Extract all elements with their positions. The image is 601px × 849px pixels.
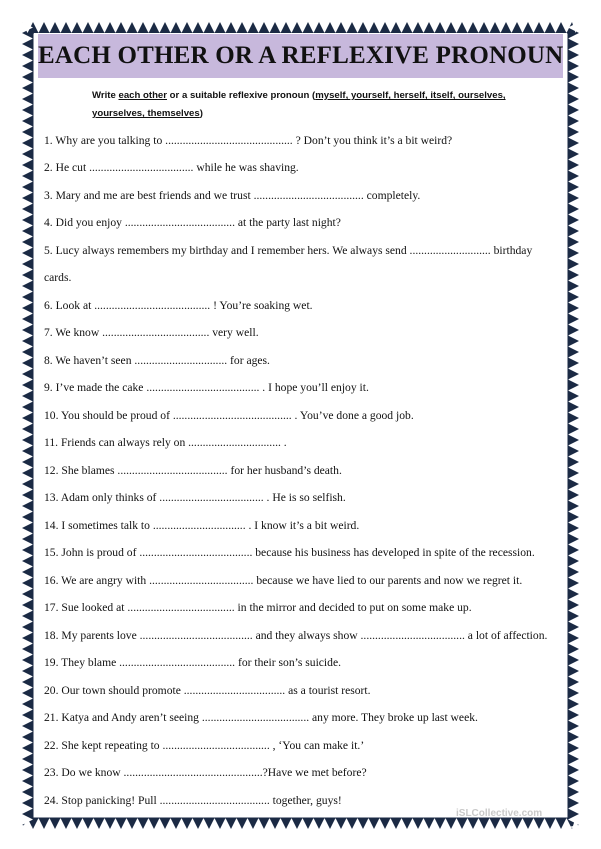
question-10: 10. You should be proud of ......................................... . You’ve done a good job. bbox=[44, 409, 414, 422]
question-8: 8. We haven’t seen ................................ for ages. bbox=[44, 354, 270, 367]
question-5-cont: cards. bbox=[44, 271, 72, 284]
watermark: iSLCollective.com bbox=[456, 808, 543, 819]
instructions bbox=[92, 87, 542, 123]
instruction-middle: or a suitable reflexive pronoun ( bbox=[167, 90, 316, 101]
question-18: 18. My parents love ....................................... and they always show .................................... a lot of affection. bbox=[44, 629, 548, 642]
question-14: 14. I sometimes talk to ................................ . I know it’s a bit weird. bbox=[44, 519, 360, 532]
question-11: 11. Friends can always rely on ................................ . bbox=[44, 436, 287, 449]
question-23: 23. Do we know ................................................?Have we met before? bbox=[44, 766, 367, 779]
question-20: 20. Our town should promote ................................... as a tourist resort. bbox=[44, 684, 371, 697]
question-24: 24. Stop panicking! Pull ...................................... together, guys! bbox=[44, 794, 342, 807]
question-13: 13. Adam only thinks of .................................... . He is so selfish. bbox=[44, 491, 346, 504]
instruction-pronouns-2: yourselves, themselves bbox=[92, 108, 200, 119]
instruction-suffix: ) bbox=[199, 108, 203, 119]
question-12: 12. She blames ...................................... for her husband’s death. bbox=[44, 464, 342, 477]
question-16: 16. We are angry with .................................... because we have lied to our parents and now we regret it. bbox=[44, 574, 523, 587]
question-19: 19. They blame ........................................ for their son’s suicide. bbox=[44, 656, 341, 669]
question-17: 17. Sue looked at ..................................... in the mirror and decided to put on some make up. bbox=[44, 601, 472, 614]
instruction-prefix: Write bbox=[92, 90, 119, 101]
question-5: 5. Lucy always remembers my birthday and I remember hers. We always send ............................ birthday bbox=[44, 244, 533, 257]
question-2: 2. He cut .................................... while he was shaving. bbox=[44, 161, 299, 174]
question-3: 3. Mary and me are best friends and we trust ...................................... completely. bbox=[44, 189, 421, 202]
question-4: 4. Did you enjoy ...................................... at the party last night? bbox=[44, 216, 341, 229]
worksheet-page bbox=[34, 33, 567, 817]
instruction-pronouns-1: myself, yourself, herself, itself, ourselves, bbox=[315, 90, 506, 101]
worksheet-title: EACH OTHER OR A REFLEXIVE PRONOUN bbox=[38, 42, 564, 69]
question-1: 1. Why are you talking to ............................................ ? Don’t you think it’s a bit weird? bbox=[44, 134, 453, 147]
question-21: 21. Katya and Andy aren’t seeing ..................................... any more. They broke up last week. bbox=[44, 711, 478, 724]
question-9: 9. I’ve made the cake ....................................... . I hope you’ll enjoy it. bbox=[44, 381, 369, 394]
question-6: 6. Look at ........................................ ! You’re soaking wet. bbox=[44, 299, 313, 312]
question-22: 22. She kept repeating to ..................................... , ‘You can make it.’ bbox=[44, 739, 365, 752]
question-7: 7. We know ..................................... very well. bbox=[44, 326, 259, 339]
instruction-each-other: each other bbox=[118, 90, 168, 101]
question-15: 15. John is proud of ....................................... because his business has developed in spite of the recession. bbox=[44, 546, 535, 559]
